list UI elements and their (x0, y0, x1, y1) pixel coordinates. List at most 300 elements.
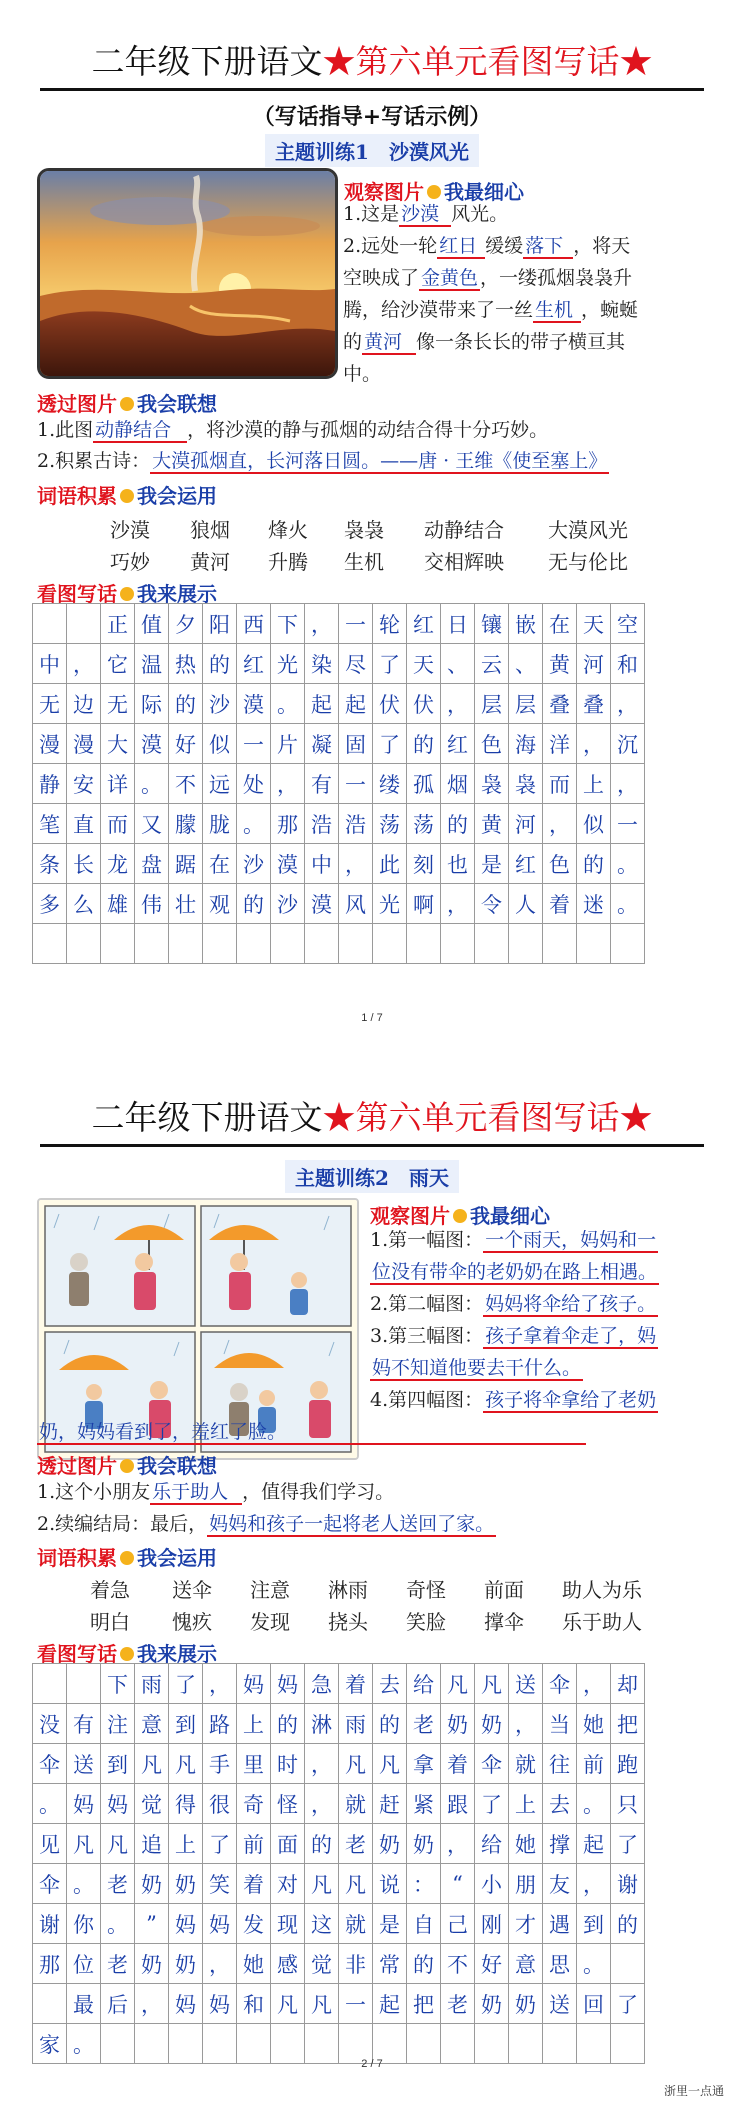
grid-cell: 而 (543, 764, 577, 804)
section-write-head: 看图写话 (37, 582, 117, 606)
grid-cell: 大 (101, 724, 135, 764)
grid-cell: 却 (611, 1664, 645, 1704)
p4-line-1 (370, 1384, 658, 1417)
grid-cell: 着 (543, 884, 577, 924)
grid-cell (305, 924, 339, 964)
q2-answer-2: 落下 (523, 235, 573, 259)
grid-row (33, 644, 645, 684)
grid-cell: 色 (543, 844, 577, 884)
grid-cell: 到 (101, 1744, 135, 1784)
grid-cell: 注 (101, 1704, 135, 1744)
grid-cell: ， (543, 804, 577, 844)
q2-l2-a: 空映成了 (343, 267, 420, 289)
grid-cell: 海 (509, 724, 543, 764)
grid-cell: ， (305, 1784, 339, 1824)
grid-cell: ， (611, 684, 645, 724)
vocab-word: 无与伦比 (548, 550, 628, 574)
grid-cell: 伞 (543, 1664, 577, 1704)
grid-row (33, 1824, 645, 1864)
grid-cell: 盘 (135, 844, 169, 884)
grid-cell: 凡 (339, 1744, 373, 1784)
grid-cell: 奶 (475, 1984, 509, 2024)
grid-cell: 奶 (475, 1704, 509, 1744)
q2-line-3 (343, 294, 638, 327)
grid-cell: 中 (305, 844, 339, 884)
grid-cell: 追 (135, 1824, 169, 1864)
grid-cell: 的 (373, 1704, 407, 1744)
grid-cell: 的 (271, 1704, 305, 1744)
grid-row (33, 1904, 645, 1944)
grid-cell: 条 (33, 844, 67, 884)
grid-cell: 、 (509, 644, 543, 684)
grid-cell (135, 924, 169, 964)
section-write-head: 看图写话 (37, 1642, 117, 1666)
grid-cell: 静 (33, 764, 67, 804)
section-observe-head: 观察图片 (344, 180, 424, 204)
grid-cell: 那 (271, 804, 305, 844)
q2-l4-b: 像一条长长的带子横亘其 (416, 331, 626, 353)
grid-cell: 起 (305, 684, 339, 724)
grid-cell: 家 (33, 2024, 67, 2064)
grid-cell: 了 (373, 644, 407, 684)
grid-cell (33, 1984, 67, 2024)
t2-prefix: 2.积累古诗： (37, 450, 151, 472)
grid-cell: 凡 (101, 1824, 135, 1864)
q2-l3-a: 腾，给沙漠带来了一丝 (343, 299, 534, 321)
grid-cell: 黄 (475, 804, 509, 844)
grid-cell: 荡 (373, 804, 407, 844)
grid-cell: ， (577, 1864, 611, 1904)
grid-cell: 染 (305, 644, 339, 684)
vocab-row-2 (0, 1606, 744, 1632)
grid-cell: 热 (169, 644, 203, 684)
grid-cell: 多 (33, 884, 67, 924)
grid-cell: 值 (135, 604, 169, 644)
vocab-row-1 (0, 514, 744, 540)
grid-cell: 妈 (101, 1784, 135, 1824)
grid-cell: 奶 (407, 1824, 441, 1864)
grid-cell: 嵌 (509, 604, 543, 644)
q2-line-2 (343, 262, 632, 295)
grid-cell: 龙 (101, 844, 135, 884)
p3-prefix: 3.第三幅图： (370, 1325, 484, 1347)
grid-cell: ， (339, 844, 373, 884)
grid-cell: 的 (169, 684, 203, 724)
grid-cell: 里 (237, 1744, 271, 1784)
grid-cell: 她 (509, 1824, 543, 1864)
grid-cell: ， (203, 1944, 237, 1984)
star-icon: ★ (322, 42, 356, 81)
grid-cell: 凡 (305, 1864, 339, 1904)
grid-cell: 凝 (305, 724, 339, 764)
grid-cell: 风 (339, 884, 373, 924)
grid-cell: 荡 (407, 804, 441, 844)
orange-dot-icon (120, 587, 134, 601)
grid-cell: 急 (305, 1664, 339, 1704)
orange-dot-icon (120, 1459, 134, 1473)
grid-cell: 得 (169, 1784, 203, 1824)
p2-prefix: 2.第二幅图： (370, 1293, 484, 1315)
grid-cell: 的 (407, 1944, 441, 1984)
grid-cell: 凡 (373, 1744, 407, 1784)
grid-cell: 那 (33, 1944, 67, 1984)
grid-cell: ， (509, 1704, 543, 1744)
page-2 (0, 1060, 744, 2104)
section-vocab (37, 1542, 217, 1571)
section-think (37, 388, 217, 417)
grid-cell: 漠 (271, 844, 305, 884)
grid-row (33, 684, 645, 724)
header-grade: 二年级下册语文 (91, 42, 323, 81)
vocab-word: 大漠风光 (548, 518, 628, 542)
grid-cell: 小 (475, 1864, 509, 1904)
grid-cell: 空 (611, 604, 645, 644)
grid-cell: 上 (509, 1784, 543, 1824)
page-number: 2 / 7 (361, 2058, 383, 2070)
grid-cell: 人 (509, 884, 543, 924)
grid-cell: 一 (339, 604, 373, 644)
grid-cell: 是 (373, 1904, 407, 1944)
grid-cell (339, 924, 373, 964)
grid-cell: ， (611, 764, 645, 804)
grid-cell: 上 (169, 1824, 203, 1864)
grid-cell: 发 (237, 1904, 271, 1944)
grid-cell: 。 (271, 684, 305, 724)
grid-cell: 镶 (475, 604, 509, 644)
grid-cell: 缕 (373, 764, 407, 804)
grid-cell: 雨 (135, 1664, 169, 1704)
grid-cell: 沙 (203, 684, 237, 724)
grid-cell: 西 (237, 604, 271, 644)
grid-cell (33, 604, 67, 644)
grid-cell: 手 (203, 1744, 237, 1784)
grid-cell: ： (407, 1864, 441, 1904)
grid-cell: 奶 (169, 1864, 203, 1904)
vocab-word: 交相辉映 (424, 550, 504, 574)
grid-cell: 。 (237, 804, 271, 844)
grid-cell: 浩 (305, 804, 339, 844)
grid-cell (611, 1944, 645, 1984)
grid-cell: 非 (339, 1944, 373, 1984)
section-think-tail: 我会联想 (137, 1454, 217, 1478)
p4-line-2 (37, 1416, 586, 1449)
orange-dot-icon (120, 1647, 134, 1661)
q1-prefix: 1.这是 (343, 203, 400, 225)
grid-cell: 不 (169, 764, 203, 804)
grid-cell (101, 924, 135, 964)
t2-line (37, 1508, 496, 1541)
p3-line-2 (370, 1352, 583, 1385)
grid-cell: 紧 (407, 1784, 441, 1824)
grid-cell: 时 (271, 1744, 305, 1784)
grid-cell: 。 (33, 1784, 67, 1824)
grid-cell: 阳 (203, 604, 237, 644)
grid-cell (509, 924, 543, 964)
grid-cell: 处 (237, 764, 271, 804)
q1-answer: 沙漠 (399, 203, 451, 227)
grid-cell: 红 (509, 844, 543, 884)
grid-cell: 老 (441, 1984, 475, 2024)
grid-cell: 朋 (509, 1864, 543, 1904)
grid-cell: 光 (271, 644, 305, 684)
grid-cell: 边 (67, 684, 101, 724)
grid-cell: 天 (577, 604, 611, 644)
grid-row (33, 1984, 645, 2024)
orange-dot-icon (120, 489, 134, 503)
grid-cell: 一 (237, 724, 271, 764)
grid-cell: 去 (543, 1784, 577, 1824)
grid-cell: 遇 (543, 1904, 577, 1944)
grid-row (33, 1664, 645, 1704)
grid-cell: 黄 (543, 644, 577, 684)
grid-cell: 最 (67, 1984, 101, 2024)
grid-cell: 路 (203, 1704, 237, 1744)
grid-cell (237, 924, 271, 964)
grid-cell: 到 (577, 1904, 611, 1944)
grid-cell: 沉 (611, 724, 645, 764)
grid-cell: 奶 (135, 1944, 169, 1984)
grid-cell: 令 (475, 884, 509, 924)
grid-cell: 给 (475, 1824, 509, 1864)
grid-cell: 了 (611, 1984, 645, 2024)
grid-cell: 。 (577, 1784, 611, 1824)
vocab-word: 注意 (250, 1578, 290, 1602)
grid-row (33, 1704, 645, 1744)
grid-cell (33, 1664, 67, 1704)
grid-cell: 伏 (407, 684, 441, 724)
grid-cell: 远 (203, 764, 237, 804)
grid-cell: 老 (339, 1824, 373, 1864)
q2-line-1 (343, 230, 630, 263)
page-header (40, 1092, 704, 1142)
q2-line-4 (343, 326, 625, 359)
grid-cell: 壮 (169, 884, 203, 924)
watermark: 浙里一点通 (663, 2084, 724, 2098)
grid-cell: 。 (611, 844, 645, 884)
grid-cell: 红 (407, 604, 441, 644)
grid-cell: 的 (611, 1904, 645, 1944)
grid-cell: ， (577, 1664, 611, 1704)
q2-answer-5: 黄河 (362, 331, 416, 355)
grid-row (33, 604, 645, 644)
grid-cell: 回 (577, 1984, 611, 2024)
vocab-word: 巧妙 (110, 550, 150, 574)
grid-cell: 它 (101, 644, 135, 684)
grid-cell: 只 (611, 1784, 645, 1824)
grid-cell: 红 (237, 644, 271, 684)
grid-cell: 妈 (169, 1904, 203, 1944)
q2-answer-4: 生机 (533, 299, 581, 323)
grid-cell: 了 (169, 1664, 203, 1704)
grid-cell: 上 (237, 1704, 271, 1744)
grid-cell: 伏 (373, 684, 407, 724)
t2-line (37, 445, 609, 478)
p2-answer: 妈妈将伞给了孩子。 (485, 1293, 657, 1315)
grid-cell: ， (305, 1744, 339, 1784)
grid-cell: 。 (67, 1864, 101, 1904)
grid-cell: 光 (373, 884, 407, 924)
p1-answer-2: 位没有带伞的老奶奶在路上相遇。 (372, 1261, 658, 1283)
grid-cell (543, 924, 577, 964)
grid-cell: 妈 (237, 1664, 271, 1704)
t1-answer: 乐于助人 (150, 1481, 242, 1505)
grid-cell: “ (441, 1864, 475, 1904)
vocab-word: 烽火 (268, 518, 308, 542)
grid-cell: ， (305, 604, 339, 644)
grid-cell: 己 (441, 1904, 475, 1944)
grid-cell: 凡 (271, 1984, 305, 2024)
vocab-word: 奇怪 (406, 1578, 446, 1602)
grid-row (33, 724, 645, 764)
grid-cell: ， (577, 724, 611, 764)
grid-cell: 是 (475, 844, 509, 884)
t1-prefix: 1.这个小朋友 (37, 1481, 151, 1503)
grid-cell: 红 (441, 724, 475, 764)
section-vocab-head: 词语积累 (37, 484, 117, 508)
q2-line-5: 中。 (343, 363, 382, 385)
grid-cell: 胧 (203, 804, 237, 844)
vocab-word: 着急 (90, 1578, 130, 1602)
t2-prefix: 2.续编结局：最后， (37, 1513, 208, 1535)
grid-cell: 一 (611, 804, 645, 844)
desert-sunset-image (37, 168, 338, 379)
grid-cell: 袅 (509, 764, 543, 804)
theme-title-text: 主题训练1 沙漠风光 (265, 134, 479, 167)
grid-cell: 自 (407, 1904, 441, 1944)
grid-cell: 奶 (135, 1864, 169, 1904)
grid-cell (475, 924, 509, 964)
grid-cell: 了 (373, 724, 407, 764)
page-header (40, 36, 704, 86)
grid-cell: 又 (135, 804, 169, 844)
grid-cell: ， (441, 684, 475, 724)
grid-cell: 伞 (33, 1864, 67, 1904)
grid-cell: 沙 (271, 884, 305, 924)
grid-cell: 凡 (169, 1744, 203, 1784)
grid-cell: 此 (373, 844, 407, 884)
vocab-word: 助人为乐 (562, 1578, 642, 1602)
grid-cell: 孤 (407, 764, 441, 804)
grid-cell: 把 (407, 1984, 441, 2024)
grid-cell: 长 (67, 844, 101, 884)
grid-cell: 沙 (237, 844, 271, 884)
grid-cell: 笑 (203, 1864, 237, 1904)
grid-cell: ， (203, 1664, 237, 1704)
grid-cell: 朦 (169, 804, 203, 844)
grid-cell: 了 (203, 1824, 237, 1864)
vocab-word: 狼烟 (190, 518, 230, 542)
q2-l1-b: 缓缓 (485, 235, 524, 257)
grid-cell: 和 (611, 644, 645, 684)
grid-cell: 跑 (611, 1744, 645, 1784)
grid-cell (33, 924, 67, 964)
writing-grid-1 (32, 603, 645, 964)
grid-cell: 似 (577, 804, 611, 844)
grid-cell: 伟 (135, 884, 169, 924)
grid-cell: 奶 (373, 1824, 407, 1864)
grid-cell: 着 (237, 1864, 271, 1904)
grid-cell: 无 (101, 684, 135, 724)
orange-dot-icon (120, 1551, 134, 1565)
grid-cell: 对 (271, 1864, 305, 1904)
t2-answer: 妈妈和孩子一起将老人送回了家。 (209, 1513, 495, 1535)
vocab-word: 动静结合 (424, 518, 504, 542)
grid-cell: 没 (33, 1704, 67, 1744)
grid-cell: 着 (339, 1664, 373, 1704)
grid-cell: 层 (475, 684, 509, 724)
grid-cell: 起 (577, 1824, 611, 1864)
grid-cell (611, 924, 645, 964)
vocab-word: 乐于助人 (562, 1610, 642, 1634)
grid-cell: 有 (67, 1704, 101, 1744)
grid-cell: 谢 (33, 1904, 67, 1944)
vocab-word: 生机 (344, 550, 384, 574)
grid-cell: 河 (509, 804, 543, 844)
grid-cell: 友 (543, 1864, 577, 1904)
grid-cell: 意 (135, 1704, 169, 1744)
grid-cell: 雄 (101, 884, 135, 924)
grid-cell: 撑 (543, 1824, 577, 1864)
t1-suffix: ，值得我们学习。 (242, 1481, 395, 1503)
grid-cell: 奶 (441, 1704, 475, 1744)
grid-cell: 下 (271, 604, 305, 644)
star-icon: ★ (619, 42, 653, 81)
grid-cell: 啊 (407, 884, 441, 924)
p1-answer-1: 一个雨天，妈妈和一 (485, 1229, 657, 1251)
grid-cell: 袅 (475, 764, 509, 804)
grid-cell: 河 (577, 644, 611, 684)
grid-cell: 赶 (373, 1784, 407, 1824)
grid-cell: 一 (339, 1984, 373, 2024)
grid-cell: 中 (33, 644, 67, 684)
grid-cell: 色 (475, 724, 509, 764)
p1-line-1 (370, 1224, 658, 1257)
q1-suffix: 风光。 (451, 203, 509, 225)
grid-row (33, 1864, 645, 1904)
grid-cell: 雨 (339, 1704, 373, 1744)
grid-row (33, 1944, 645, 1984)
grid-cell: 凡 (441, 1664, 475, 1704)
grid-cell: 跟 (441, 1784, 475, 1824)
grid-cell: 现 (271, 1904, 305, 1944)
grid-cell: 往 (543, 1744, 577, 1784)
grid-cell: 位 (67, 1944, 101, 1984)
grid-cell (169, 924, 203, 964)
grid-cell: 起 (339, 684, 373, 724)
grid-cell: 觉 (135, 1784, 169, 1824)
grid-cell: 感 (271, 1944, 305, 1984)
grid-cell: 了 (475, 1784, 509, 1824)
grid-cell: 漠 (135, 724, 169, 764)
grid-cell: 踞 (169, 844, 203, 884)
vocab-word: 送伞 (172, 1578, 212, 1602)
star-icon: ★ (322, 1098, 356, 1137)
vocab-word: 淋雨 (328, 1578, 368, 1602)
vocab-word: 笑脸 (406, 1610, 446, 1634)
t1-answer: 动静结合 (93, 419, 187, 443)
header-divider (40, 1144, 704, 1147)
grid-cell: 妈 (203, 1984, 237, 2024)
grid-cell: ， (135, 1984, 169, 2024)
grid-cell: 有 (305, 764, 339, 804)
grid-cell: 妈 (67, 1784, 101, 1824)
grid-cell: 好 (475, 1944, 509, 1984)
grid-cell: 的 (203, 644, 237, 684)
grid-cell: 。 (101, 1904, 135, 1944)
grid-cell: 叠 (543, 684, 577, 724)
grid-cell: 老 (407, 1704, 441, 1744)
p3-answer-2: 妈不知道他要去干什么。 (372, 1357, 582, 1379)
